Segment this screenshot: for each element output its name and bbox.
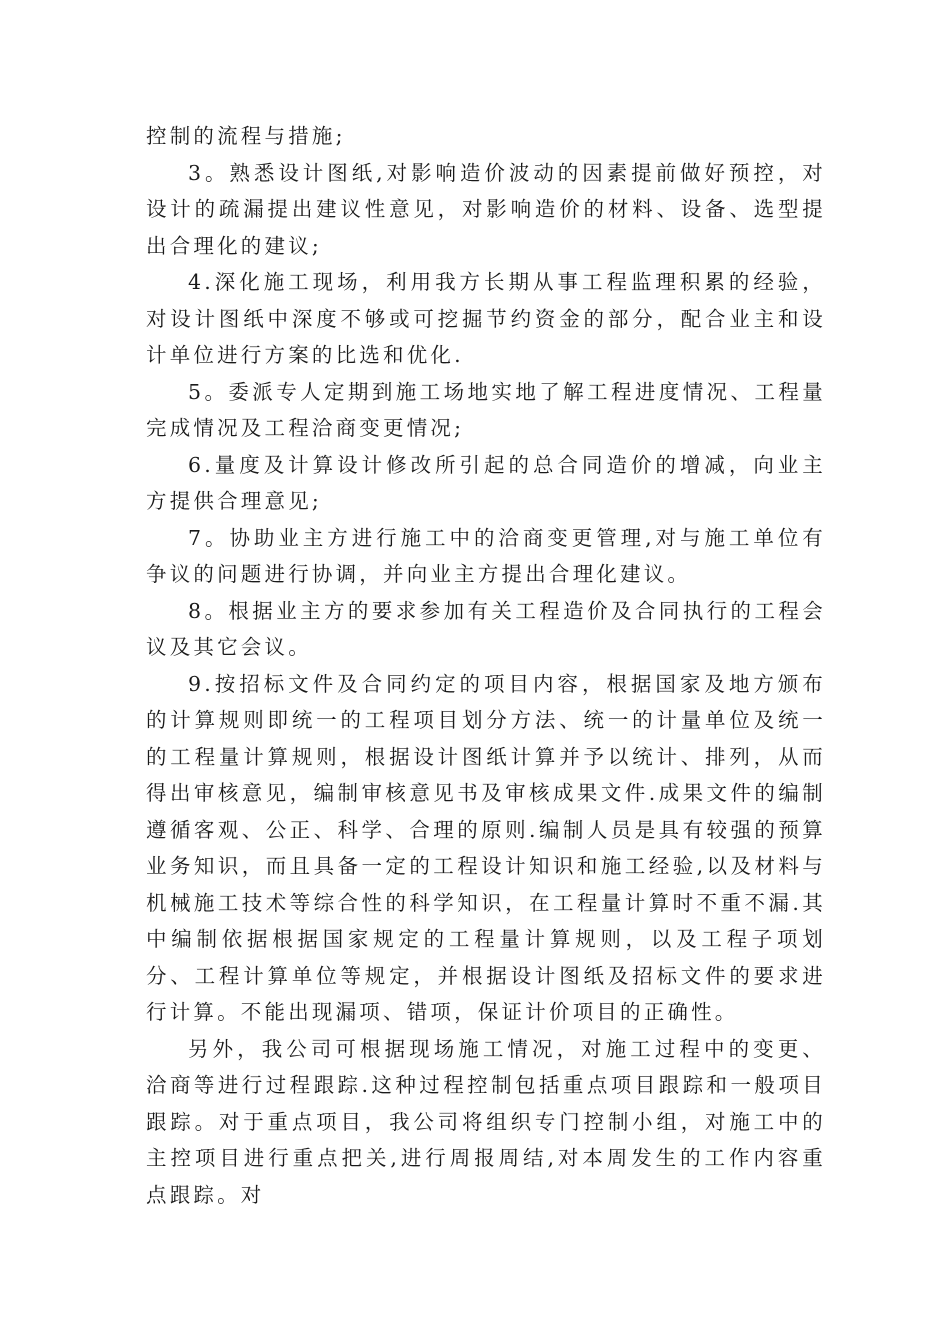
paragraph-item-3: 3。熟悉设计图纸,对影响造价波动的因素提前做好预控，对设计的疏漏提出建议性意见，对影响造价的材料、设备、选型提出合理化的建议; <box>146 160 826 258</box>
paragraph-item-8: 8。根据业主方的要求参加有关工程造价及合同执行的工程会议及其它会议。 <box>146 598 826 659</box>
paragraph-additional: 另外，我公司可根据现场施工情况，对施工过程中的变更、洽商等进行过程跟踪.这种过程控制包括重点项目跟踪和一般项目跟踪。对于重点项目，我公司将组织专门控制小组，对施工中的主控项目进行重点把关,进行周报周结,对本周发生的工作内容重点跟踪。对 <box>146 1036 826 1207</box>
paragraph-item-6: 6.量度及计算设计修改所引起的总合同造价的增减，向业主方提供合理意见; <box>146 452 826 513</box>
paragraph-item-9: 9.按招标文件及合同约定的项目内容，根据国家及地方颁布的计算规则即统一的工程项目划分方法、统一的计量单位及统一的工程量计算规则，根据设计图纸计算并予以统计、排列，从而得出审核意见，编制审核意见书及审核成果文件.成果文件的编制遵循客观、公正、科学、合理的原则.编制人员是具有较强的预算业务知识，而且具备一定的工程设计知识和施工经验,以及材料与机械施工技术等综合性的科学知识，在工程量计算时不重不漏.其中编制依据根据国家规定的工程量计算规则，以及工程子项划分、工程计算单位等规定，并根据设计图纸及招标文件的要求进行计算。不能出现漏项、错项，保证计价项目的正确性。 <box>146 671 826 1024</box>
document-body <box>146 118 826 1213</box>
paragraph-continuation: 控制的流程与措施; <box>146 124 346 148</box>
paragraph-item-4: 4.深化施工现场，利用我方长期从事工程监理积累的经验，对设计图纸中深度不够或可挖掘节约资金的部分，配合业主和设计单位进行方案的比选和优化. <box>146 270 826 367</box>
paragraph-item-5: 5。委派专人定期到施工场地实地了解工程进度情况、工程量完成情况及工程洽商变更情况; <box>146 379 826 440</box>
paragraph-item-7: 7。协助业主方进行施工中的洽商变更管理,对与施工单位有争议的问题进行协调，并向业主方提出合理化建议。 <box>146 525 826 586</box>
